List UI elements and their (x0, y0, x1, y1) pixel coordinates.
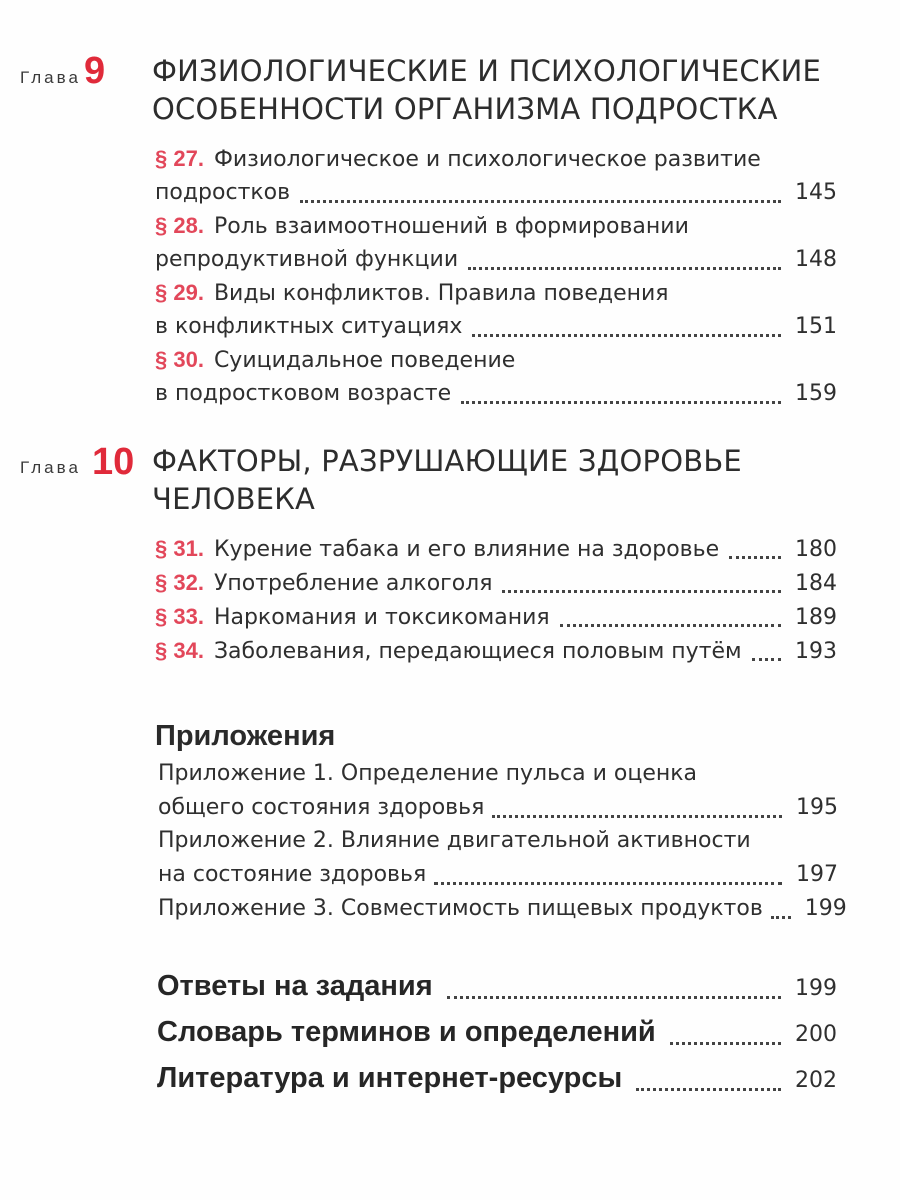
page-number: 193 (795, 639, 837, 664)
dot-leader (636, 1088, 781, 1091)
appendices-heading: Приложения (155, 720, 336, 752)
entry-title: Наркомания и токсикомания (213, 605, 550, 630)
appendix-title: Приложение 3. Совместимость пищевых продуктов (158, 896, 763, 921)
page-number: 184 (795, 571, 837, 596)
appendix-title: общего состояния здоровья (158, 795, 485, 820)
chapter-title-line: ФИЗИОЛОГИЧЕСКИЕ И ПСИХОЛОГИЧЕСКИЕ (152, 54, 822, 88)
page-number: 189 (795, 605, 837, 630)
toc-entry[interactable] (155, 142, 837, 210)
dot-leader (472, 334, 781, 337)
dot-leader (468, 267, 781, 270)
chapter-label: Глава (20, 68, 81, 87)
toc-entry-literature[interactable] (157, 1058, 837, 1101)
appendix-entry[interactable] (158, 757, 838, 825)
paragraph-number: § 32. (155, 570, 204, 595)
page-number: 199 (804, 896, 847, 921)
dot-leader (461, 401, 781, 404)
toc-entry[interactable] (155, 566, 837, 600)
paragraph-number: § 28. (155, 213, 204, 238)
entry-title: Виды конфликтов. Правила поведения (213, 281, 669, 306)
chapter-title-line: ОСОБЕННОСТИ ОРГАНИЗМА ПОДРОСТКА (152, 92, 778, 126)
chapter-number: 9 (84, 50, 106, 92)
chapter-label: Глава (20, 458, 81, 477)
toc-entry[interactable] (155, 276, 837, 344)
chapter-title-line: ФАКТОРЫ, РАЗРУШАЮЩИЕ ЗДОРОВЬЕ (152, 444, 742, 478)
chapter-title (152, 52, 872, 128)
paragraph-number: § 33. (155, 604, 204, 629)
toc-entry[interactable] (155, 600, 837, 634)
dot-leader (300, 200, 781, 203)
entry-title: Суицидальное поведение (213, 348, 516, 373)
paragraph-number: § 27. (155, 146, 204, 171)
dot-leader (502, 590, 781, 593)
entry-title: Словарь терминов и определений (157, 1016, 656, 1048)
page-number: 195 (796, 795, 838, 820)
dot-leader (434, 882, 782, 885)
entry-title: подростков (155, 180, 291, 205)
page-number: 199 (795, 976, 837, 1001)
entry-title: Литература и интернет-ресурсы (157, 1062, 623, 1094)
entry-title: Физиологическое и психологическое развитие (213, 147, 761, 172)
toc-entry[interactable] (155, 343, 837, 411)
page-number: 197 (796, 862, 838, 887)
appendix-title: Приложение 1. Определение пульса и оценка (158, 761, 698, 786)
entry-title: репродуктивной функции (155, 247, 459, 272)
chapter-number: 10 (92, 441, 135, 483)
dot-leader (771, 916, 791, 919)
entry-title: Роль взаимоотношений в формировании (213, 214, 689, 239)
entry-title: в конфликтных ситуациях (155, 314, 463, 339)
page-number: 145 (795, 180, 837, 205)
toc-entry[interactable] (155, 532, 837, 566)
dot-leader (752, 658, 781, 661)
page-number: 180 (795, 537, 837, 562)
page-number: 151 (795, 314, 837, 339)
chapter-title (152, 442, 872, 518)
dot-leader (729, 556, 781, 559)
appendix-title: на состояние здоровья (158, 862, 427, 887)
page-number: 202 (795, 1068, 837, 1093)
entry-title: Заболевания, передающиеся половым путём (213, 639, 742, 664)
entry-title: Курение табака и его влияние на здоровье (213, 537, 720, 562)
entry-title: в подростковом возрасте (155, 381, 452, 406)
toc-entry-glossary[interactable] (157, 1012, 837, 1055)
toc-entry[interactable] (155, 634, 837, 668)
entry-title: Ответы на задания (157, 970, 433, 1002)
page-number: 200 (795, 1022, 837, 1047)
page-number: 159 (795, 381, 837, 406)
paragraph-number: § 34. (155, 638, 204, 663)
appendix-entry[interactable] (158, 892, 847, 926)
toc-entry-answers[interactable] (157, 966, 837, 1009)
toc-entry[interactable] (155, 209, 837, 277)
appendix-title: Приложение 2. Влияние двигательной активности (158, 828, 751, 853)
dot-leader (560, 624, 781, 627)
dot-leader (447, 996, 781, 999)
dot-leader (670, 1042, 781, 1045)
page-number: 148 (795, 247, 837, 272)
entry-title: Употребление алкоголя (213, 571, 493, 596)
appendix-entry[interactable] (158, 824, 838, 892)
chapter-title-line: ЧЕЛОВЕКА (152, 482, 316, 516)
paragraph-number: § 30. (155, 347, 204, 372)
dot-leader (492, 815, 782, 818)
paragraph-number: § 29. (155, 280, 204, 305)
paragraph-number: § 31. (155, 536, 204, 561)
